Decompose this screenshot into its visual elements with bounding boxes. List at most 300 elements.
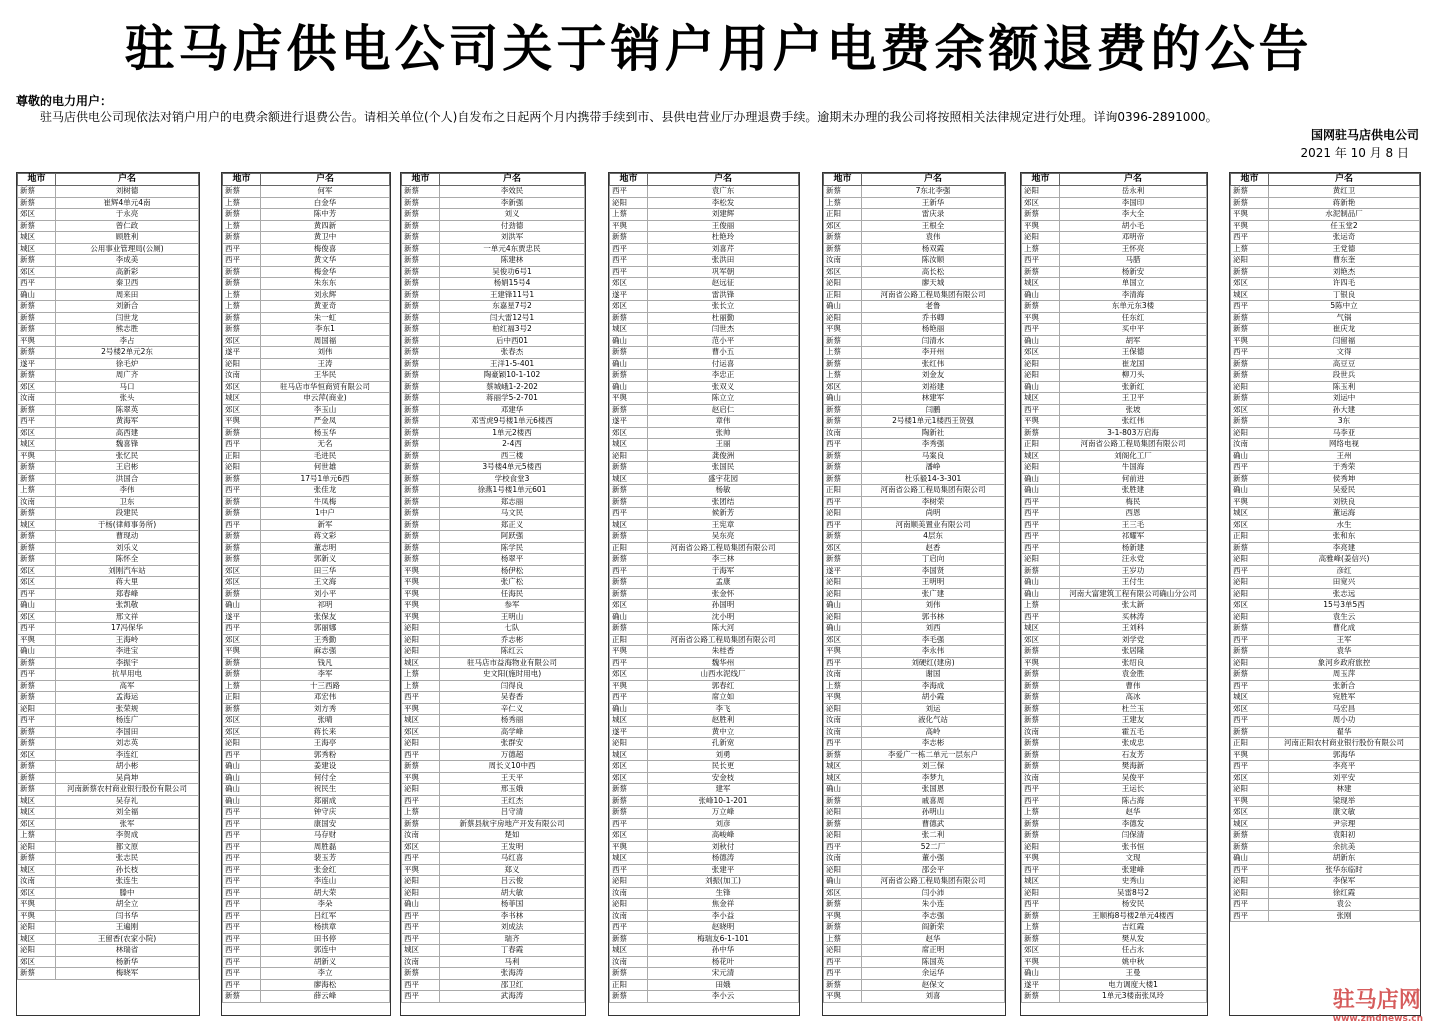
table-row — [18, 324, 199, 336]
cell-district: 汝南 — [824, 853, 862, 865]
table-row — [18, 450, 199, 462]
table-row — [223, 945, 390, 957]
cell-district: 新蔡 — [402, 508, 440, 520]
table-row — [824, 289, 1005, 301]
cell-district: 新蔡 — [610, 933, 648, 945]
table-row — [402, 818, 585, 830]
cell-district: 汝南 — [824, 726, 862, 738]
table-row — [610, 335, 799, 347]
table-row — [824, 312, 1005, 324]
cell-district: 新蔡 — [610, 531, 648, 543]
cell-name: 王启彬 — [56, 462, 199, 474]
cell-name: 陈学民 — [440, 542, 585, 554]
cell-name: 胡全立 — [56, 899, 199, 911]
table-row — [1231, 669, 1420, 681]
cell-name: 钟守庆 — [261, 807, 390, 819]
cell-district: 郊区 — [18, 209, 56, 221]
cell-name: 席立如 — [648, 692, 799, 704]
table-row — [402, 255, 585, 267]
table-row — [824, 186, 1005, 198]
table-row — [18, 439, 199, 451]
table-row — [824, 680, 1005, 692]
cell-district: 郊区 — [610, 427, 648, 439]
cell-district: 新蔡 — [402, 519, 440, 531]
cell-name: 李海成 — [862, 680, 1005, 692]
table-row — [1231, 623, 1420, 635]
table-row — [223, 864, 390, 876]
cell-name: 河南省公路工程局集团有限公司 — [862, 289, 1005, 301]
table-row — [824, 404, 1005, 416]
refund-table-3 — [400, 172, 586, 1016]
cell-district: 新蔡 — [610, 312, 648, 324]
table-row — [610, 807, 799, 819]
cell-district: 新蔡 — [402, 427, 440, 439]
cell-name: 刘振(加工) — [648, 876, 799, 888]
cell-name: 河南省公路工程局集团有限公司 — [862, 876, 1005, 888]
table-row — [18, 496, 199, 508]
cell-name: 曹德武 — [862, 818, 1005, 830]
cell-name: 张头 — [56, 393, 199, 405]
cell-name: 无名 — [261, 439, 390, 451]
table-row — [824, 519, 1005, 531]
table-row — [1022, 807, 1207, 819]
table-row — [1231, 899, 1420, 911]
table-row — [1022, 577, 1207, 589]
table-row — [1022, 841, 1207, 853]
cell-district: 新蔡 — [402, 301, 440, 313]
cell-name: 熊志胜 — [56, 324, 199, 336]
cell-district: 新蔡 — [223, 531, 261, 543]
cell-district: 新蔡 — [402, 209, 440, 221]
table-row — [402, 749, 585, 761]
cell-name: 闫得良 — [440, 680, 585, 692]
cell-district: 正阳 — [610, 542, 648, 554]
cell-district: 郊区 — [610, 772, 648, 784]
table-row — [1231, 404, 1420, 416]
table-row — [1231, 795, 1420, 807]
cell-district: 新蔡 — [402, 370, 440, 382]
table-row — [1022, 301, 1207, 313]
cell-district: 确山 — [18, 600, 56, 612]
cell-district: 泌阳 — [610, 738, 648, 750]
cell-district: 正阳 — [1231, 531, 1269, 543]
cell-name: 王怀亮 — [1060, 243, 1207, 255]
cell-district: 新蔡 — [1231, 186, 1269, 198]
table-row — [18, 910, 199, 922]
cell-name: 吕云俊 — [440, 876, 585, 888]
cell-name: 董运海 — [1269, 508, 1420, 520]
cell-district: 新蔡 — [223, 554, 261, 566]
cell-district: 城区 — [610, 749, 648, 761]
cell-name: 陈中芳 — [261, 209, 390, 221]
cell-name: 刘刚汽车站 — [56, 565, 199, 577]
cell-name: 田书停 — [261, 933, 390, 945]
cell-district: 上蔡 — [824, 347, 862, 359]
cell-district: 郊区 — [610, 301, 648, 313]
cell-district: 西平 — [1022, 784, 1060, 796]
cell-district: 新蔡 — [1231, 841, 1269, 853]
cell-name: 孙大建 — [1269, 404, 1420, 416]
cell-district: 平舆 — [18, 450, 56, 462]
cell-name: 杨新华 — [56, 956, 199, 968]
cell-name: 买中平 — [1060, 324, 1207, 336]
cell-district: 新蔡 — [1022, 646, 1060, 658]
table-row — [223, 623, 390, 635]
cell-district: 新蔡 — [610, 347, 648, 359]
cell-name: 田娥 — [648, 979, 799, 991]
cell-name: 河南顺美置业有限公司 — [862, 519, 1005, 531]
table-row — [223, 243, 390, 255]
cell-name: 翟华 — [1269, 726, 1420, 738]
cell-name: 赵保文 — [862, 979, 1005, 991]
table-row — [402, 853, 585, 865]
cell-district: 确山 — [18, 646, 56, 658]
cell-name: 梅俊喜 — [261, 243, 390, 255]
cell-name: 液化气站 — [862, 715, 1005, 727]
cell-name: 抗旱用电 — [56, 669, 199, 681]
cell-name: 刘勇 — [648, 749, 799, 761]
cell-district: 西平 — [402, 922, 440, 934]
cell-name: 曹东奎 — [1269, 255, 1420, 267]
cell-district: 新蔡 — [402, 462, 440, 474]
cell-district: 泌阳 — [1022, 887, 1060, 899]
cell-district: 城区 — [18, 933, 56, 945]
cell-name: 于秀荣 — [1269, 462, 1420, 474]
cell-district: 平舆 — [824, 324, 862, 336]
table-row — [1231, 450, 1420, 462]
cell-district: 汝南 — [610, 956, 648, 968]
cell-district: 城区 — [610, 715, 648, 727]
table-row — [223, 324, 390, 336]
table-row — [402, 439, 585, 451]
cell-name: 马利 — [440, 956, 585, 968]
cell-name: 沈小明 — [648, 611, 799, 623]
header-name: 户名 — [1060, 174, 1207, 186]
cell-name: 张佳龙 — [261, 485, 390, 497]
cell-district: 确山 — [1022, 289, 1060, 301]
table-row — [1231, 818, 1420, 830]
cell-name: 李连山 — [261, 876, 390, 888]
cell-name: 胡新义 — [261, 956, 390, 968]
table-row — [1231, 600, 1420, 612]
table-row — [18, 749, 199, 761]
cell-name: 彦红 — [1269, 565, 1420, 577]
cell-name: 高豆豆 — [1269, 358, 1420, 370]
cell-name: 姜建设 — [261, 761, 390, 773]
cell-name: 张坡 — [1060, 404, 1207, 416]
table-row — [223, 519, 390, 531]
cell-district: 新蔡 — [18, 473, 56, 485]
cell-name: 吴尚坤 — [56, 772, 199, 784]
cell-name: 陈怀全 — [56, 554, 199, 566]
cell-name: 史文阳(施时用电) — [440, 669, 585, 681]
table-row — [1231, 186, 1420, 198]
cell-name: 杨双霞 — [862, 243, 1005, 255]
cell-district: 西平 — [223, 887, 261, 899]
cell-name: 高新彩 — [56, 266, 199, 278]
table-row — [223, 289, 390, 301]
cell-name: 吉红霞 — [1060, 922, 1207, 934]
cell-name: 西恩 — [1060, 508, 1207, 520]
cell-name: 朱桂香 — [648, 646, 799, 658]
table-row — [402, 301, 585, 313]
cell-district: 新蔡 — [1231, 726, 1269, 738]
cell-name: 李书林 — [440, 910, 585, 922]
cell-name: 霍五毛 — [1060, 726, 1207, 738]
notice-body: 驻马店供电公司现依法对销户用户的电费余额进行退费公告。请相关单位(个人)自发布之日起两个月内携带手续到市、县供电营业厅办理退费手续。逾期未办理的我公司将按照相关法律规定进行处理。详询0396-2891000。 — [40, 110, 1218, 124]
table-row — [223, 577, 390, 589]
cell-district: 新蔡 — [18, 680, 56, 692]
cell-district: 城区 — [1231, 508, 1269, 520]
table-row — [824, 634, 1005, 646]
table-row — [824, 853, 1005, 865]
table-row — [1022, 669, 1207, 681]
table-row — [1231, 761, 1420, 773]
cell-name: 张太新 — [1060, 600, 1207, 612]
cell-name: 杜艳玲 — [648, 232, 799, 244]
cell-name: 气锅 — [1269, 312, 1420, 324]
table-row — [1231, 692, 1420, 704]
cell-name: 王卫平 — [1060, 393, 1207, 405]
cell-district: 平舆 — [18, 634, 56, 646]
cell-district: 新蔡 — [402, 186, 440, 198]
cell-district: 城区 — [610, 439, 648, 451]
table-row — [1022, 623, 1207, 635]
cell-name: 高岭 — [862, 726, 1005, 738]
cell-district: 泌阳 — [824, 864, 862, 876]
cell-name: 刘建辉 — [648, 209, 799, 221]
cell-name: 李朵 — [261, 899, 390, 911]
cell-district: 新蔡 — [402, 381, 440, 393]
table-row — [824, 979, 1005, 991]
table-row — [223, 531, 390, 543]
cell-name: 宛胜军 — [1269, 692, 1420, 704]
cell-district: 西平 — [223, 807, 261, 819]
table-row — [223, 876, 390, 888]
table-row — [18, 841, 199, 853]
watermark-logo — [1333, 983, 1423, 1024]
table-row — [824, 393, 1005, 405]
cell-district: 城区 — [610, 519, 648, 531]
watermark-text: 驻马店网 — [1332, 987, 1421, 1013]
cell-name: 王刘科 — [1060, 623, 1207, 635]
table-row — [1022, 496, 1207, 508]
cell-name: 张忆民 — [56, 450, 199, 462]
table-row — [402, 542, 585, 554]
table-row — [1231, 335, 1420, 347]
cell-name: 参军 — [440, 600, 585, 612]
table-header-row — [18, 174, 199, 186]
cell-district: 确山 — [610, 381, 648, 393]
table-row — [824, 243, 1005, 255]
cell-district: 西平 — [402, 910, 440, 922]
cell-name: 任占永 — [1060, 945, 1207, 957]
cell-name: 张金怀 — [648, 588, 799, 600]
cell-district: 泌阳 — [18, 703, 56, 715]
table-row — [610, 922, 799, 934]
table-row — [402, 577, 585, 589]
cell-name: 王宪章 — [648, 519, 799, 531]
cell-district: 城区 — [1231, 818, 1269, 830]
cell-name: 郭丽娜 — [261, 623, 390, 635]
cell-district: 新蔡 — [1231, 266, 1269, 278]
table-row — [824, 876, 1005, 888]
cell-name: 张峰10-1-201 — [648, 795, 799, 807]
cell-district: 城区 — [1022, 278, 1060, 290]
table-row — [223, 462, 390, 474]
table-row — [223, 841, 390, 853]
cell-district: 郊区 — [402, 726, 440, 738]
cell-name: 龚俊洲 — [648, 450, 799, 462]
cell-district: 平舆 — [610, 841, 648, 853]
cell-name: 任海民 — [440, 588, 585, 600]
table-row — [610, 968, 799, 980]
table-row — [1231, 462, 1420, 474]
table-row — [1231, 577, 1420, 589]
cell-name: 张春杰 — [440, 347, 585, 359]
cell-name: 袁华 — [1269, 646, 1420, 658]
table-row — [1022, 956, 1207, 968]
cell-district: 新蔡 — [1231, 830, 1269, 842]
cell-district: 新蔡 — [223, 508, 261, 520]
cell-district: 平舆 — [402, 611, 440, 623]
cell-district: 新蔡 — [18, 370, 56, 382]
cell-name: 梁现举 — [1269, 795, 1420, 807]
table-row — [610, 220, 799, 232]
cell-district: 平舆 — [18, 335, 56, 347]
cell-district: 确山 — [824, 600, 862, 612]
cell-name: 刘金友 — [862, 370, 1005, 382]
cell-name: 张军 — [56, 818, 199, 830]
cell-district: 郊区 — [223, 565, 261, 577]
cell-district: 确山 — [824, 393, 862, 405]
cell-name: 刘平安 — [1269, 772, 1420, 784]
cell-name: 章伟 — [648, 416, 799, 428]
cell-name: 电力调度大楼1 — [1060, 979, 1207, 991]
cell-name: 祁耀军 — [1060, 531, 1207, 543]
table-row — [824, 807, 1005, 819]
cell-district: 西平 — [18, 416, 56, 428]
cell-district: 新蔡 — [402, 232, 440, 244]
table-row — [223, 646, 390, 658]
cell-name: 郑正义 — [440, 519, 585, 531]
cell-name: 河南省公路工程局集团有限公司 — [648, 634, 799, 646]
cell-district: 西平 — [223, 255, 261, 267]
cell-name: 赵华 — [862, 933, 1005, 945]
table-row — [402, 623, 585, 635]
cell-name: 梅金华 — [261, 266, 390, 278]
table-row — [402, 715, 585, 727]
table-row — [402, 278, 585, 290]
cell-name: 杨德涛 — [648, 853, 799, 865]
cell-district: 新蔡 — [1022, 266, 1060, 278]
cell-district: 西平 — [223, 979, 261, 991]
cell-name: 李梦九 — [862, 772, 1005, 784]
cell-district: 西平 — [1231, 864, 1269, 876]
cell-name: 郭书林 — [862, 611, 1005, 623]
table-row — [610, 301, 799, 313]
cell-district: 西平 — [223, 439, 261, 451]
cell-district: 新蔡 — [1022, 703, 1060, 715]
table-row — [824, 347, 1005, 359]
cell-name: 张广松 — [440, 577, 585, 589]
cell-district: 汝南 — [18, 876, 56, 888]
cell-district: 上蔡 — [1022, 922, 1060, 934]
cell-name: 任东红 — [1060, 312, 1207, 324]
cell-district: 新蔡 — [18, 312, 56, 324]
table-row — [1022, 554, 1207, 566]
cell-name: 张绍良 — [1060, 657, 1207, 669]
table-row — [223, 715, 390, 727]
cell-district: 西平 — [824, 439, 862, 451]
cell-name: 赵胜利 — [648, 715, 799, 727]
cell-district: 平舆 — [402, 600, 440, 612]
cell-district: 泌阳 — [1231, 876, 1269, 888]
table-row — [824, 485, 1005, 497]
cell-name: 李连红 — [56, 749, 199, 761]
cell-district: 确山 — [223, 795, 261, 807]
cell-district: 汝南 — [824, 669, 862, 681]
table-row — [402, 876, 585, 888]
table-row — [610, 542, 799, 554]
cell-district: 汝南 — [824, 715, 862, 727]
table-row — [610, 692, 799, 704]
cell-district: 确山 — [1231, 485, 1269, 497]
cell-district: 平舆 — [18, 899, 56, 911]
cell-name: 樊海新 — [1060, 761, 1207, 773]
table-row — [1231, 784, 1420, 796]
cell-name: 7东北李强 — [862, 186, 1005, 198]
cell-district: 西平 — [223, 519, 261, 531]
cell-district: 新蔡 — [18, 347, 56, 359]
cell-district: 城区 — [18, 795, 56, 807]
cell-district: 泌阳 — [1022, 232, 1060, 244]
cell-name: 闫清水 — [862, 335, 1005, 347]
cell-name: 王新华 — [862, 197, 1005, 209]
cell-district: 新蔡 — [223, 473, 261, 485]
cell-district: 泌阳 — [1022, 358, 1060, 370]
cell-district: 新蔡 — [18, 531, 56, 543]
cell-district: 上蔡 — [223, 301, 261, 313]
cell-name: 林建军 — [862, 393, 1005, 405]
table-row — [1022, 381, 1207, 393]
cell-district: 平舆 — [824, 991, 862, 1003]
table-row — [18, 577, 199, 589]
table-row — [610, 772, 799, 784]
cell-name: 刘树德 — [56, 186, 199, 198]
table-row — [402, 761, 585, 773]
table-row — [18, 255, 199, 267]
cell-district: 西平 — [223, 922, 261, 934]
cell-district: 平舆 — [824, 910, 862, 922]
cell-name: 5陈中立 — [1269, 301, 1420, 313]
table-row — [402, 784, 585, 796]
cell-name: 李毛强 — [862, 634, 1005, 646]
cell-name: 吴东亮 — [648, 531, 799, 543]
table-row — [223, 266, 390, 278]
cell-name: 闫留福 — [1269, 335, 1420, 347]
cell-name: 李亮平 — [1269, 761, 1420, 773]
cell-district: 泌阳 — [1231, 577, 1269, 589]
cell-name: 李国田 — [56, 726, 199, 738]
cell-name: 马文民 — [440, 508, 585, 520]
cell-name: 1中户 — [261, 508, 390, 520]
table-row — [1022, 312, 1207, 324]
cell-name: 张国民 — [648, 462, 799, 474]
table-row — [402, 669, 585, 681]
cell-district: 平舆 — [1231, 335, 1269, 347]
cell-name: 崔辉4单元4南 — [56, 197, 199, 209]
